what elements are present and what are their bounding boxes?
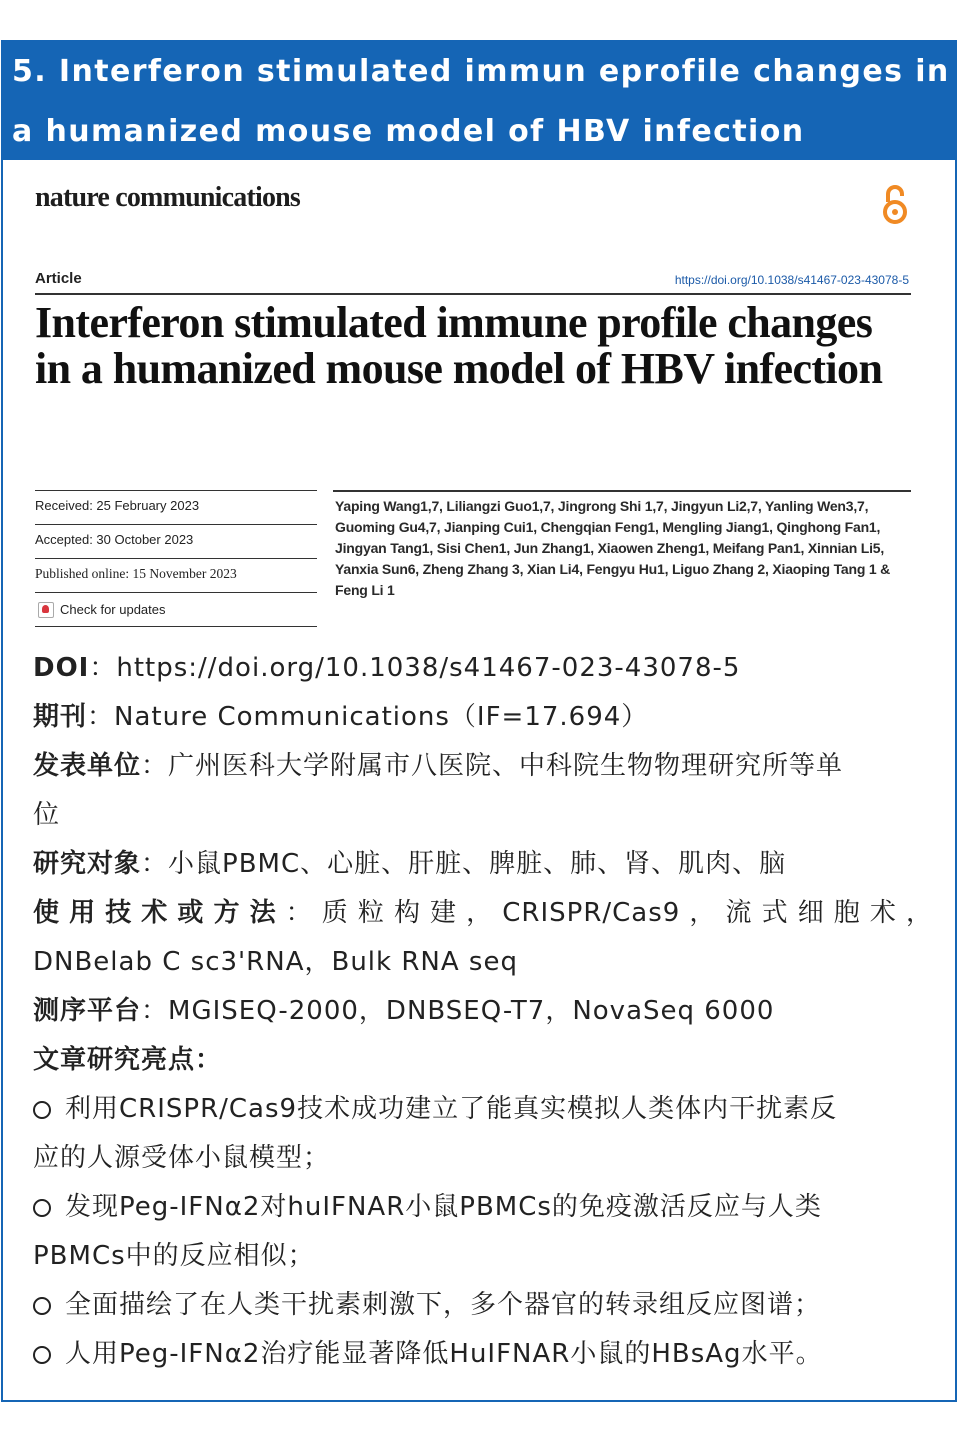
- tech-label: 使用技术或方法: [33, 898, 286, 928]
- doi-link[interactable]: https://doi.org/10.1038/s41467-023-43078-5: [674, 273, 909, 287]
- platform-value: ：MGISEQ-2000，DNBSEQ-T7，NovaSeq 6000: [141, 996, 775, 1026]
- accepted-date: Accepted: 30 October 2023: [35, 524, 317, 558]
- highlight-text: 利用CRISPR/Cas9技术成功建立了能真实模拟人类体内干扰素反: [65, 1094, 838, 1124]
- platform-label: 测序平台: [33, 996, 142, 1026]
- highlight-item-2-cont: PBMCs中的反应相似；: [33, 1241, 315, 1271]
- banner-line-1: 5. Interferon stimulated immun eprofile changes in: [12, 54, 950, 89]
- journal-logo: nature communications: [35, 182, 301, 213]
- open-access-icon: [879, 182, 911, 226]
- tech-row-cont: DNBelab C sc3'RNA，Bulk RNA seq: [33, 947, 518, 977]
- doi-row: [33, 644, 933, 693]
- article-label: Article: [35, 270, 82, 287]
- bullet-icon: [33, 1199, 51, 1217]
- article-info: [33, 644, 933, 1379]
- received-date: Received: 25 February 2023: [35, 490, 317, 524]
- highlight-text: 全面描绘了在人类干扰素刺激下，多个器官的转录组反应图谱；: [65, 1290, 822, 1320]
- check-updates-button[interactable]: [35, 592, 317, 627]
- tech-row: [33, 889, 933, 938]
- highlight-text: 发现Peg-IFNα2对huIFNAR小鼠PBMCs的免疫激活反应与人类: [65, 1192, 822, 1222]
- highlights-label: 文章研究亮点：: [33, 1045, 223, 1075]
- doi-value: ：https://doi.org/10.1038/s41467-023-43078-5: [89, 653, 741, 683]
- content-frame: [1, 40, 957, 1402]
- paper-title: Interferon stimulated immune profile changes in a humanized mouse model of HBV infection: [35, 298, 883, 393]
- highlight-text: 人用Peg-IFNα2治疗能显著降低HuIFNAR小鼠的HBsAg水平。: [65, 1339, 823, 1369]
- highlight-item-3: [33, 1281, 933, 1330]
- unit-row: [33, 742, 933, 791]
- subject-value: ：小鼠PBMC、心脏、肝脏、脾脏、肺、肾、肌肉、脑: [141, 849, 787, 879]
- bullet-icon: [33, 1297, 51, 1315]
- bullet-icon: [33, 1101, 51, 1119]
- highlight-item-4: [33, 1330, 933, 1379]
- highlight-item-1: [33, 1085, 933, 1134]
- tech-value: ：质粒构建，CRISPR/Cas9，流式细胞术，: [285, 898, 933, 928]
- unit-row-cont: 位: [33, 800, 61, 830]
- publication-dates: [35, 490, 317, 627]
- journal-row: [33, 693, 933, 742]
- paper-header-image: [3, 160, 955, 640]
- subject-label: 研究对象: [33, 849, 142, 879]
- published-date: Published online: 15 November 2023: [35, 558, 317, 592]
- header-rule: [35, 293, 911, 295]
- journal-value: ：Nature Communications（IF=17.694）: [87, 702, 649, 732]
- highlight-item-2: [33, 1183, 933, 1232]
- journal-label: 期刊: [33, 702, 88, 732]
- author-list: Yaping Wang1,7, Liliangzi Guo1,7, Jingrong Shi 1,7, Jingyun Li2,7, Yanling Wen3,7, Guoming Gu4,7, Jianping Cui1, Chengqian Feng1, Mengling Jiang1, Qinghong Fan1, Jingyan Tang1, Sisi Chen1, Jun Zhang1, Xiaowen Zheng1, Meifang Pan1, Xinnian Li5, Yanxia Sun6, Zheng Zhang 3, Xian Li4, Fengyu Hu1, Liguo Zhang 2, Xiaoping Tang 1 & Feng Li 1: [335, 498, 891, 598]
- unit-label: 发表单位: [33, 751, 142, 781]
- check-updates-icon: [38, 602, 54, 618]
- banner-line-2: a humanized mouse model of HBV infection: [12, 114, 805, 149]
- doi-label: DOI: [33, 653, 90, 683]
- section-banner: [3, 42, 955, 160]
- subject-row: [33, 840, 933, 889]
- highlight-item-1-cont: 应的人源受体小鼠模型；: [33, 1143, 331, 1173]
- unit-value: ：广州医科大学附属市八医院、中科院生物物理研究所等单: [141, 751, 844, 781]
- check-updates-label: Check for updates: [60, 601, 166, 617]
- platform-row: [33, 987, 933, 1036]
- bullet-icon: [33, 1346, 51, 1364]
- authors-rule: [333, 490, 911, 492]
